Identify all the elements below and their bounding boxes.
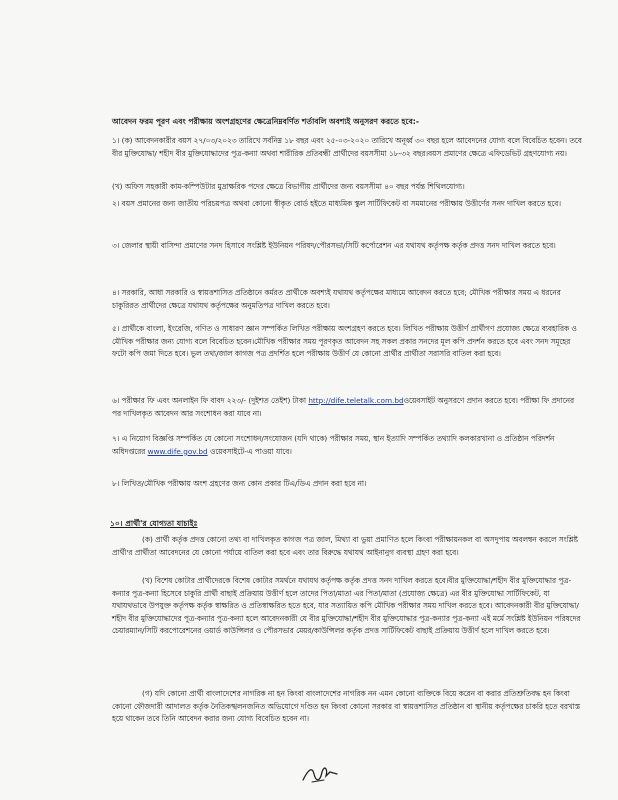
item-6-text-after: ওয়েবসাইট অনুসরণে প্রদান করতে হবে। পরীক্ষা ফি প্রদানের পর দাখিলকৃত আবেদন আর সংশোধন করা যাবে না।	[112, 396, 575, 418]
item-7-text-after: ওয়েবসাইটে-এ পাওয়া যাবে।	[207, 446, 292, 456]
section-10-ka	[112, 534, 584, 559]
item-7	[112, 433, 584, 458]
item-4	[112, 287, 584, 312]
item-2	[112, 198, 584, 211]
item-8	[112, 478, 584, 491]
item-1b-text: (খ) অফিস সহকারী কাম-কম্পিউটার মুদ্রাক্ষরিক পদের ক্ষেত্রে বিভাগীয় প্রার্থীদের জন্য বয়সসীমা ৪০ বছর পর্যন্ত শিথিলযোগ্য।	[112, 182, 465, 191]
section-10-ga	[112, 688, 584, 726]
section-10-kha	[112, 575, 584, 638]
item-3-text: ৩। জেলার স্থায়ী বাসিন্দা প্রমাণের সনদ হিসাবে সংশ্লিষ্ট ইউনিয়ন পরিষদ/পৌরসভা/সিটি কর্পোরেশন এর যথাযথ কর্তৃপক্ষ কর্তৃক প্রদত্ত সনদ দাখিল করতে হবে।	[112, 241, 556, 250]
item-2-text: ২। বয়স প্রমানের জন্য জাতীয় পরিচয়পত্র অথবা কোনো স্বীকৃত বোর্ড হইতে মাধ্যমিক স্কুল সার্টিফিকেট বা সমমানের পরীক্ষায় উত্তীর্ণের সনদ দাখিল করতে হবে।	[112, 199, 561, 208]
conditions-heading: আবেদন ফরম পূরণ এবং পরীক্ষায় অংশগ্রহণের ক্ষেত্রেনিম্নবর্ণিত শর্তাবলি অবশ্যই অনুসরণ করতে হবে:-	[112, 117, 419, 126]
section-10-ga-text: (গ) যদি কোনো প্রার্থী বাংলাদেশের নাগরিক না হন কিংবা বাংলাদেশের নাগরিক নন এমন কোনো ব্যক্তিকে বিয়ে করেন বা করার প্রতিশ্রুতিবদ্ধ হন কিংবা কোনো ফৌজদারী আদালত কর্তৃক নৈতিকস্খলনজনিত অভিযোগে দণ্ডিত হন কিংবা কোনো সরকার বা স্বায়ত্তশাসিত প্রতিষ্ঠান বা স্থানীয় কর্তৃপক্ষের চাকরি হতে বরখাস্ত হয়ে থাকেন তবে তিনি আবেদন করার জন্য যোগ্য বিবেচিত হবেন না।	[112, 689, 581, 724]
item-1a	[112, 135, 584, 160]
section-10-kha-text: (খ) বিশেষ কোটার প্রার্থীদেরকে বিশেষ কোটার সমর্থনে যথাযথ কর্তৃপক্ষ কর্তৃক প্রদত্ত সনদ দাখিল করতে হবে।বীর মুক্তিযোদ্ধা/শহীদ বীর মুক্তিযোদ্ধার পুত্র-কন্যার পুত্র-কন্যা হিসেবে চাকুরি প্রার্থী বাছাই প্রক্রিয়ায় উত্তীর্ণ হলে তাদের পিতা/মাতা এর পিতা/মাতা (প্রযোজ্য ক্ষেত্রে) এর বীর মুক্তিযোদ্ধা সার্টিফিকেট, যা যথাযথভাবে উপযুক্ত কর্তৃপক্ষ কর্তৃক স্বাক্ষরিত ও প্রতিস্বাক্ষরিত হতে হবে, যার সত্যায়িত কপি মৌখিক পরীক্ষার সময় দাখিল করতে হবে। আবেদনকারী বীর মুক্তিযোদ্ধা/শহীদ বীর মুক্তিযোদ্ধাদের পুত্র-কন্যার পুত্র-কন্যা হলে আবেদনকারী যে বীর মুক্তিযোদ্ধা/শহীদ বীর মুক্তিযোদ্ধার পুত্র-কন্যার পুত্র-কন্যা এই মর্মে সংশ্লিষ্ট ইউনিয়ন পরিষদের চেয়ারম্যান/সিটি করপোরেশনের ওয়ার্ড কাউন্সিলর ও পৌরসভার মেয়র/কাউন্সিলর কর্তৃক প্রদত্ত সার্টিফিকেট বাছাই প্রক্রিয়ায় উত্তীর্ণ হলে দাখিল করতে হবে।	[112, 576, 581, 636]
item-4-text: ৪। সরকারি, আধা সরকারি ও স্বায়ত্তশাসিত প্রতিষ্ঠানে কর্মরত প্রার্থীকে অবশ্যই যথাযথ কর্তৃপক্ষের মাধ্যমে আবেদন করতে হবে; মৌখিক পরীক্ষার সময় এ ধরনের চাকুরিরত প্রার্থীদের ক্ষেত্রে যথাযথ কর্তৃপক্ষের অনুমতিপত্র দাখিল করতে হবে।	[112, 288, 561, 310]
dife-link[interactable]: www.dife.gov.bd	[147, 446, 208, 456]
item-1a-text: ১। (ক) আবেদনকারীর বয়স ২৭/০৩/২০২৩ তারিখে সর্বনিম্ন ১৮ বছর এবং ২৫-০৩-২০২০ তারিখে অনূর্ধ্ব ৩০ বছর হলে আবেদনের যোগ্য বলে বিবেচিত হবেন। তবে বীর মুক্তিযোদ্ধা/ শহীদ বীর মুক্তিযোদ্ধাদের পুত্র-কন্যা অথবা শারীরিক প্রতিবন্ধী প্রার্থীদের বয়সসীমা ১৮-৩২ বছর।বয়স প্রমাণের ক্ষেত্রে এফিডেভিট গ্রহণযোগ্য নয়।	[112, 136, 582, 158]
section-10-ka-text: (ক) প্রার্থী কর্তৃক প্রদত্ত কোনো তথ্য বা দাখিলকৃত কাগজ পত্র জাল, মিথ্যা বা ভুয়া প্রমাণিত হলে কিংবা পরীক্ষায়নকল বা অসদুপায় অবলম্বন করলে সংশ্লিষ্ট প্রার্থী'র প্রার্থীতা আবেদনের যে কোনো পর্যায়ে বাতিল করা হবে এবং তার বিরুদ্ধে যথাযথ আইনানুগ ব্যবস্থা গ্রহণ করা হবে।	[112, 535, 578, 557]
item-7-text-before: ৭। এ নিয়োগ বিজ্ঞপ্তি সম্পর্কিত যে কোনো সংশোধন/সংযোজন (যদি থাকে) পরীক্ষার সময়, স্থান ইত্যাদি সম্পর্কিত তথ্যাদি কলকারখানা ও প্রতিষ্ঠান পরিদর্শন অধিদপ্তরের	[112, 434, 555, 456]
item-3	[112, 240, 584, 253]
item-5	[112, 323, 584, 361]
signature-mark	[300, 760, 340, 786]
item-8-text: ৮। লিখিত/মৌখিক পরীক্ষায় অংশ গ্রহণের জন্য কোন প্রকার টিএ/ডিএ প্রদান করা হবে না।	[112, 479, 367, 488]
item-5-text: ৫। প্রার্থীকে বাংলা, ইংরেজি, গণিত ও সাধারণ জ্ঞান সম্পর্কিত লিখিত পরীক্ষায় অংশগ্রহণ করতে হবে। লিখিত পরীক্ষায় উত্তীর্ণ প্রার্থীগণ প্রযোজ্য ক্ষেত্রে ব্যবহারিক ও মৌখিক পরীক্ষার জন্য যোগ্য বলে বিবেচিত হবেন।মৌখিক পরীক্ষার সময় পূরণকৃত আবেদন সহ সকল প্রকার সনদের মূল কপি প্রদর্শন করতে হবে এবং সনদ সমূহের ফটো কপি জমা দিতে হবে। ভুল তথ্য/জাল কাগজ পত্র প্রদর্শিত হলে পরীক্ষায় উত্তীর্ণ যে কোনো প্রার্থীর প্রার্থীতা সরাসরি বাতিল করা হবে।	[112, 324, 577, 359]
section-10-heading: ১০। প্রার্থী'র যোগ্যতা যাচাইঃ	[110, 519, 198, 528]
item-1b	[112, 181, 584, 194]
item-6	[112, 395, 584, 420]
item-6-text-before: ৬। পরীক্ষার ফি এবং অনলাইন ফি বাবদ ২২৩/- (দুইশত তেইশ) টাকা	[112, 396, 309, 405]
teletalk-link[interactable]: http://dife.teletalk.com.bd	[308, 396, 404, 405]
